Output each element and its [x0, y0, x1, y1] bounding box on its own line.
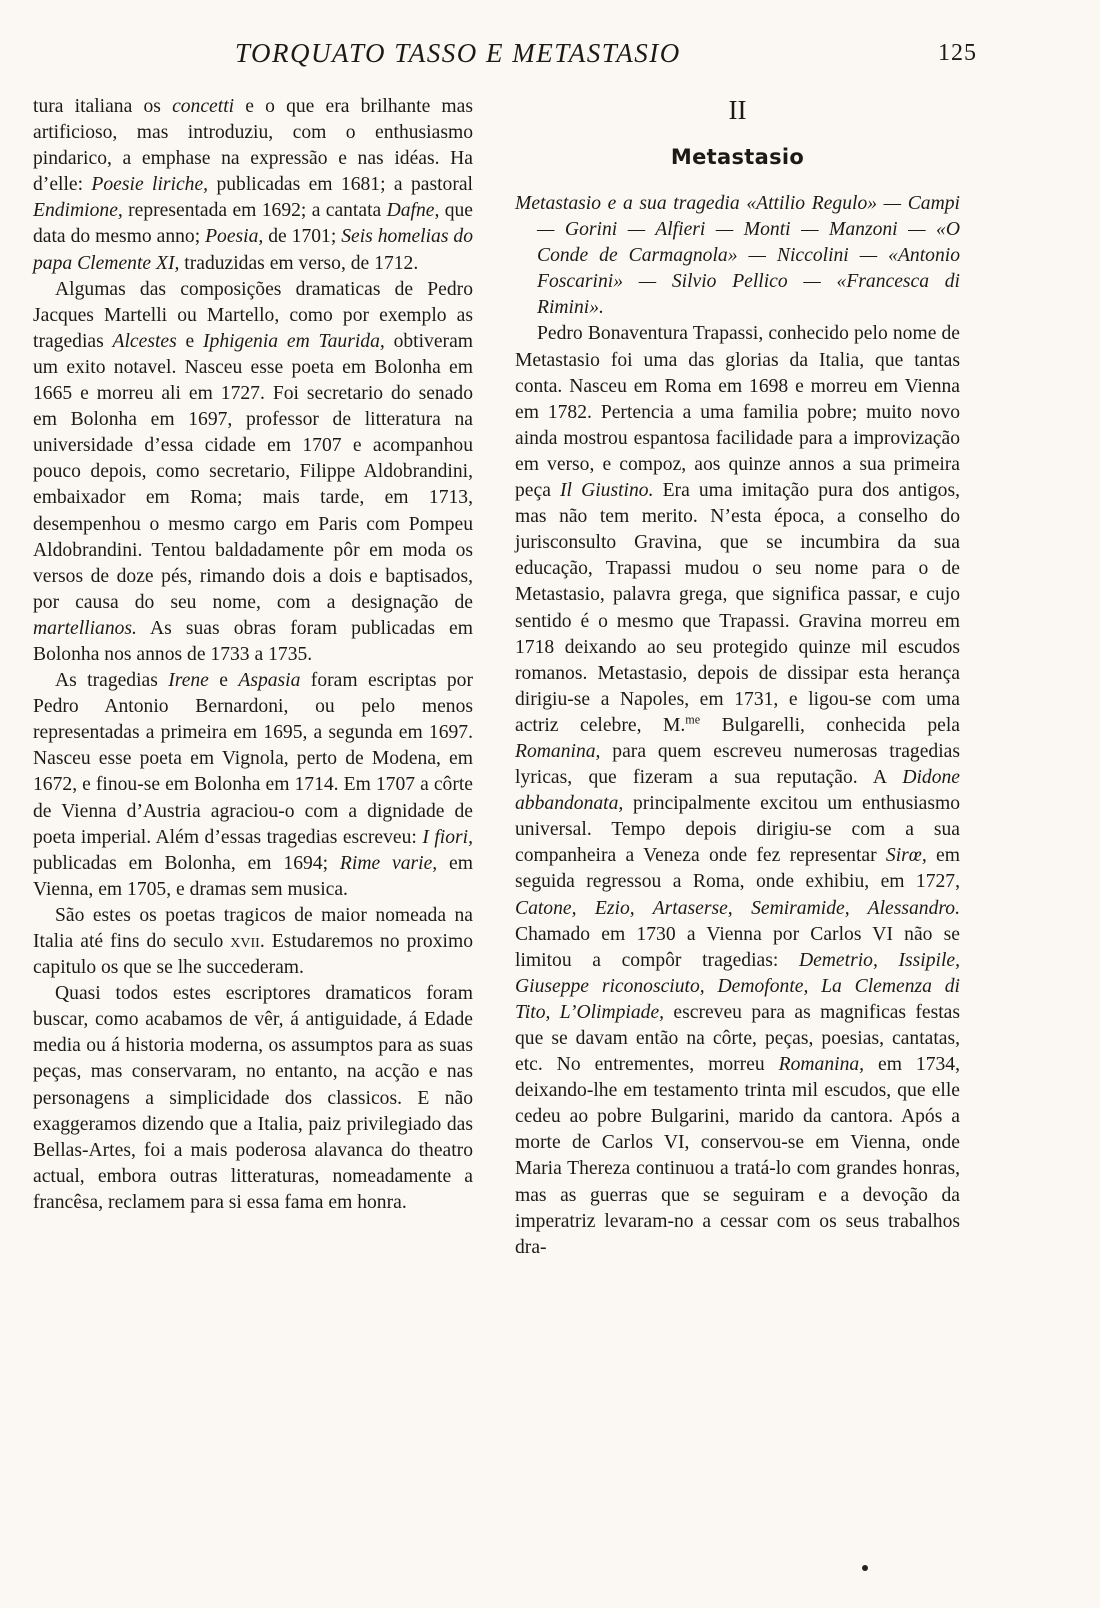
text-run: São estes os poetas tragicos de maior nomeada na Italia até fins do seculo: [33, 904, 473, 952]
text-run: Bulgarelli, conhecida pela: [700, 714, 960, 736]
text-run: e: [176, 330, 203, 352]
text-run: Chamado em 1730 a Vienna por Carlos VI não se limitou a compôr tragedias:: [515, 923, 960, 971]
text-run: obtiveram um exito notavel. Nasceu esse poeta em Bolonha em 1665 e morreu ali em 1727. Foi secretario do senado em Bolonha em 1697, professor de litteratura na universidade d’essa cidade em 1707 e acompanhou pouco depois, como secretario, Filippe Aldobrandini, embaixador em Roma; mais tarde, em 1713, desempenhou o mesmo cargo em Paris com Pompeu Aldobrandini. Tentou baldadamente pôr em moda os versos de doze pés, rimando dois a dois e baptisados, por causa do seu nome, com a designação de: [33, 330, 474, 613]
superscript-run: me: [685, 712, 701, 727]
text-run: e: [208, 670, 239, 692]
italic-run: Irene: [168, 670, 209, 692]
smallcaps-run: xvii: [230, 931, 260, 952]
text-run: em seguida regressou a Roma, onde exhibiu, em 1727,: [515, 845, 960, 893]
page-number: 125: [938, 40, 977, 66]
paragraph: [33, 668, 473, 903]
text-run: para quem escreveu numerosas tragedias lyricas, que fizeram a sua reputação. A: [515, 740, 960, 789]
italic-run: martellianos.: [33, 617, 137, 639]
text-run: escreveu para as magnificas festas que se davam então na côrte, peças, poesias, cantatas, etc. No entrementes, morreu: [515, 1001, 961, 1076]
italic-run: Didone abbandonata,: [515, 767, 960, 815]
italic-run: Seis homelias do papa Clemente XI,: [33, 226, 473, 274]
text-run: representada em 1692; a cantata: [122, 200, 387, 222]
italic-run: Aspasia: [238, 670, 301, 692]
italic-run: Dafne,: [386, 200, 440, 222]
chapter-summary: Metastasio e a sua tragedia «Attilio Regulo» — Campi — Gorini — Alfieri — Monti — Manzoni — «O Conde de Carmagnola» — Niccolini — «Antonio Foscarini» — Silvio Pellico — «Francesca di Rimini».: [515, 193, 960, 319]
italic-run: Sirœ,: [885, 845, 927, 867]
text-run: traduzidas em verso, de 1712.: [179, 252, 419, 274]
italic-run: Poesie liriche,: [91, 174, 209, 196]
italic-run: Poesia,: [205, 226, 264, 248]
italic-run: Demetrio, Issipile, Giuseppe riconosciuto, Demofonte, La Clemenza di Tito, L’Olimpiade,: [515, 949, 960, 1023]
section-title: Metastasio: [670, 145, 805, 169]
text-run: que data do mesmo anno;: [33, 200, 473, 248]
running-title: TORQUATO TASSO E METASTASIO: [235, 38, 681, 68]
text-run: principalmente excitou um enthusiasmo universal. Tempo depois dirigiu-se com a sua companheira a Veneza onde fez representar: [515, 793, 960, 867]
running-head: [0, 38, 1100, 78]
text-run: As suas obras foram publicadas em Bolonha nos annos de 1733 a 1735.: [33, 617, 473, 665]
ink-speck: [862, 1565, 868, 1571]
text-run: foram escriptas por Pedro Antonio Bernardoni, ou pelo menos representadas a primeira em 1695, a segunda em 1697. Nasceu esse poeta em Vignola, perto de Modena, em 1672, e finou-se em Bolonha em 1714. Em 1707 a côrte de Vienna d’Austria agraciou-o com a dignidade de poeta imperial. Além d’essas tragedias escreveu:: [33, 670, 474, 848]
paragraph: [33, 903, 473, 981]
text-run: As tragedias: [55, 670, 169, 692]
text-run: e o que era brilhante mas artificioso, mas introduziu, com o enthusiasmo pindarico, a emphase na expressão e nas idéas. Ha d’elle:: [33, 96, 473, 196]
paragraph: [33, 94, 473, 277]
italic-run: Romanina,: [515, 740, 601, 762]
italic-run: Rime varie,: [339, 852, 438, 874]
text-run: tura italiana os: [33, 96, 173, 117]
text-run: Era uma imitação pura dos antigos, mas não tem merito. N’esta época, a conselho do jurisconsulto Gravina, que se incumbira da sua educação, Trapassi mudou o seu nome para o de Metastasio, palavra grega, que significa passar, e cujo sentido é o mesmo que Trapassi. Gravina morreu em 1718 deixando ao seu protegido quinze mil escudos romanos. Metastasio, depois de dissipar esta herança dirigiu-se a Napoles, em 1731, e ligou-se com uma actriz celebre, M.: [515, 480, 960, 736]
italic-run: Alcestes: [112, 330, 177, 352]
paragraph: [515, 321, 960, 1260]
text-run: Pedro Bonaventura Trapassi, conhecido pelo nome de Metastasio foi uma das glorias da Italia, que tantas conta. Nasceu em Roma em 1698 e morreu em Vienna em 1782. Pertencia a uma familia pobre; muito novo ainda mostrou espantosa facilidade para a improvização em verso, e compoz, aos quinze annos a sua primeira peça: [515, 323, 960, 502]
text-run: de 1701;: [263, 226, 342, 248]
italic-run: Romanina,: [778, 1054, 865, 1076]
left-column: [33, 94, 473, 1216]
text-run: em Vienna, em 1705, e dramas sem musica.: [33, 852, 473, 900]
italic-run: Il Giustino.: [560, 480, 654, 502]
text-run: em 1734, deixando-lhe em testamento trinta mil escudos, que elle cedeu ao pobre Bulgarini, marido da cantora. Após a morte de Carlos VI, conservou-se em Vienna, onde Maria Thereza continuou a tratá-lo com grandes honras, mas as guerras que se seguiram e a devoção da imperatriz levaram-no a cessar com os seus trabalhos dra-: [515, 1054, 960, 1258]
italic-run: Catone, Ezio, Artaserse, Semiramide, Alessandro.: [515, 897, 960, 919]
text-run: Quasi todos estes escriptores dramaticos foram buscar, como acabamos de vêr, á antiguidade, á Edade media ou á historia moderna, os assumptos para as suas peças, mas conservaram, no entanto, na acção e nas personagens a simplicidade dos classicos. E não exaggeramos dizendo que a Italia, paiz privilegiado das Bellas-Artes, foi a mais poderosa alavanca do theatro actual, embora outras litteraturas, nomeadamente a francêsa, reclamem para si essa fama em honra.: [33, 983, 473, 1213]
text-run: publicadas em Bolonha, em 1694;: [33, 852, 340, 874]
italic-run: concetti: [172, 96, 235, 117]
italic-run: I fiori,: [422, 826, 473, 848]
italic-run: Iphigenia em Taurida,: [203, 330, 385, 352]
text-run: Algumas das composições dramaticas de Pedro Jacques Martelli ou Martello, como por exemplo as tragedias: [33, 278, 473, 352]
italic-run: Endimione,: [33, 200, 123, 222]
paragraph: [33, 981, 473, 1216]
paragraph: [33, 277, 473, 668]
text-run: . Estudaremos no proximo capitulo os que se lhe succederam.: [33, 931, 473, 979]
text-run: publicadas em 1681; a pastoral: [208, 174, 474, 196]
section-number: II: [728, 95, 747, 125]
right-column: [515, 94, 960, 1261]
